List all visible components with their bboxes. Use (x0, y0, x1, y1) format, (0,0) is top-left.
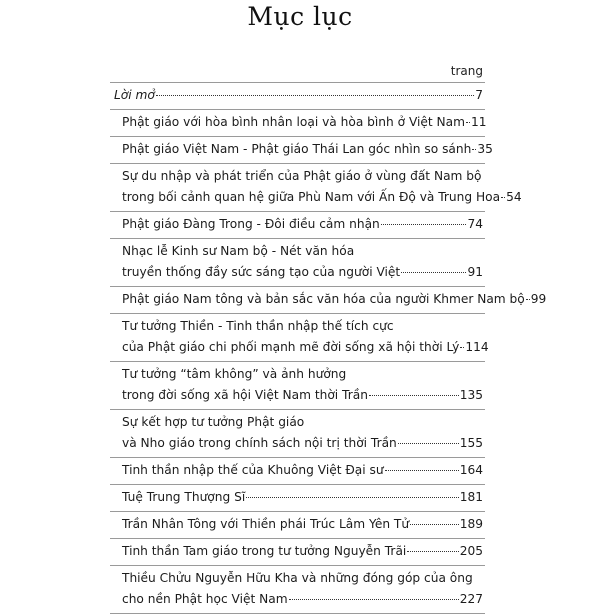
toc-entry[interactable] (114, 85, 483, 106)
page-column-label: trang (450, 64, 483, 78)
separator-rule (110, 313, 485, 314)
dot-leader (472, 149, 476, 150)
dot-leader (526, 299, 530, 300)
toc-entry-last-line (122, 262, 483, 283)
toc-entry-page-number: 74 (467, 217, 483, 231)
toc-entry-page-number: 11 (471, 115, 487, 129)
separator-rule (110, 109, 485, 110)
toc-entry-title-line: của Phật giáo chi phối mạnh mẽ đời sống xã hội thời Lý (122, 340, 460, 354)
toc-entry-title-line: Nhạc lễ Kinh sư Nam bộ - Nét văn hóa (122, 244, 355, 258)
toc-entry-last-line (122, 514, 483, 535)
dot-leader (466, 122, 470, 123)
toc-entry-title-line: Tuệ Trung Thượng Sĩ (122, 490, 246, 504)
toc-entry-title-line: Lời mở (114, 88, 155, 102)
separator-rule (110, 484, 485, 485)
toc-entry-page-number: 114 (465, 340, 489, 354)
dot-leader (460, 347, 464, 348)
toc-entry-last-line (122, 139, 493, 160)
toc-entry-title-line: Tư tưởng “tâm không” và ảnh hưởng (122, 367, 347, 381)
toc-entry-page-number: 7 (475, 88, 483, 102)
toc-entry[interactable] (122, 241, 483, 283)
toc-entry-title-line: trong bối cảnh quan hệ giữa Phù Nam với Ấn Độ và Trung Hoa (122, 190, 501, 204)
separator-rule (110, 211, 485, 212)
toc-entry-page-number: 54 (506, 190, 522, 204)
separator-rule (110, 565, 485, 566)
toc-entry-title-line: Sự du nhập và phát triển của Phật giáo ở vùng đất Nam bộ (122, 169, 482, 183)
toc-entry[interactable] (122, 364, 483, 406)
toc-entry-title-line: Phật giáo Việt Nam - Phật giáo Thái Lan góc nhìn so sánh (122, 142, 472, 156)
separator-rule (110, 238, 485, 239)
toc-entry-last-line (122, 214, 483, 235)
toc-entry[interactable] (122, 412, 483, 454)
toc-entry-page-number: 155 (459, 436, 483, 450)
separator-rule (110, 361, 485, 362)
toc-entry[interactable] (122, 316, 489, 358)
toc-entry-page-number: 164 (459, 463, 483, 477)
toc-entry-last-line (122, 112, 487, 133)
toc-entry-last-line (122, 460, 483, 481)
toc-entry-title-line: Phật giáo Nam tông và bản sắc văn hóa của người Khmer Nam bộ (122, 292, 525, 306)
toc-entry-last-line (122, 289, 547, 310)
toc-entry-title-line: trong đời sống xã hội Việt Nam thời Trần (122, 388, 368, 402)
toc-entry-last-line (122, 385, 483, 406)
toc-entry-page-number: 99 (530, 292, 547, 306)
dot-leader (381, 224, 467, 225)
toc-entry-title-line: và Nho giáo trong chính sách nội trị thời Trần (122, 436, 397, 450)
dot-leader (385, 470, 459, 471)
toc-entry-last-line (122, 541, 483, 562)
toc-entry-last-line (122, 187, 522, 208)
dot-leader (410, 524, 459, 525)
dot-leader (501, 197, 505, 198)
toc-entry-last-line (114, 85, 483, 106)
separator-rule (110, 511, 485, 512)
page-title: Mục lục (247, 2, 353, 31)
separator-rule (110, 82, 485, 83)
toc-entry-page-number: 135 (459, 388, 483, 402)
toc-entry-page-number: 227 (459, 592, 483, 606)
dot-leader (407, 551, 458, 552)
toc-entry-title-line: Tư tưởng Thiền - Tinh thần nhập thế tích cực (122, 319, 394, 333)
separator-rule (110, 286, 485, 287)
toc-entry-title-line: cho nền Phật học Việt Nam (122, 592, 288, 606)
toc-entry-page-number: 189 (459, 517, 483, 531)
dot-leader (369, 395, 459, 396)
toc-entry[interactable] (122, 514, 483, 535)
toc-entry[interactable] (122, 289, 547, 310)
toc-entry-page-number: 35 (477, 142, 493, 156)
toc-entry[interactable] (122, 541, 483, 562)
dot-leader (156, 95, 474, 96)
toc-entry-last-line (122, 487, 483, 508)
toc-entry-page-number: 205 (459, 544, 483, 558)
toc-entry[interactable] (122, 214, 483, 235)
toc-entry-last-line (122, 433, 483, 454)
toc-entry[interactable] (122, 112, 487, 133)
dot-leader (398, 443, 459, 444)
separator-rule (110, 136, 485, 137)
toc-entry-title-line: Thiều Chửu Nguyễn Hữu Kha và những đóng góp của ông (122, 571, 473, 585)
toc-entry-title-line: Tinh thần Tam giáo trong tư tưởng Nguyễn Trãi (122, 544, 407, 558)
toc-entry[interactable] (122, 166, 522, 208)
toc-entry-title-line: Sự kết hợp tư tưởng Phật giáo (122, 415, 305, 429)
separator-rule (110, 538, 485, 539)
toc-entry[interactable] (122, 460, 483, 481)
toc-entry-title-line: truyền thống đầy sức sáng tạo của người Việt (122, 265, 401, 279)
toc-entry-page-number: 91 (467, 265, 483, 279)
separator-rule (110, 409, 485, 410)
separator-rule (110, 457, 485, 458)
toc-entry[interactable] (122, 487, 483, 508)
toc-entry-last-line (122, 337, 489, 358)
separator-rule (110, 163, 485, 164)
toc-entry-page-number: 181 (459, 490, 483, 504)
toc-entry[interactable] (122, 139, 493, 160)
toc-entry-title-line: Trần Nhân Tông với Thiền phái Trúc Lâm Yên Tử (122, 517, 410, 531)
toc-entry[interactable] (122, 568, 483, 610)
toc-entry-title-line: Phật giáo Đàng Trong - Đôi điều cảm nhận (122, 217, 380, 231)
dot-leader (246, 497, 459, 498)
toc-entry-title-line: Phật giáo với hòa bình nhân loại và hòa bình ở Việt Nam (122, 115, 466, 129)
dot-leader (401, 272, 466, 273)
toc-entry-title-line: Tinh thần nhập thế của Khuông Việt Đại sư (122, 463, 384, 477)
